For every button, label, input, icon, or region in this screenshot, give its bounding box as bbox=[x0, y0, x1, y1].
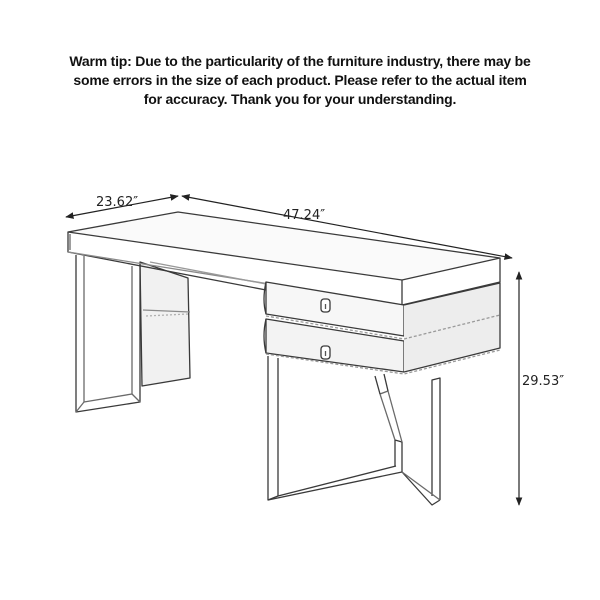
height-dimension bbox=[519, 272, 564, 505]
lower-drawer-handle bbox=[321, 346, 330, 359]
depth-dimension bbox=[66, 195, 178, 217]
warm-tip-line-2: some errors in the size of each product. Please refer to the actual item bbox=[73, 72, 527, 88]
desk-illustration bbox=[68, 212, 500, 505]
warm-tip-line-3: for accuracy. Thank you for your understanding. bbox=[143, 91, 457, 107]
upper-drawer-handle bbox=[321, 299, 330, 312]
left-support-panel bbox=[140, 262, 190, 386]
drawer-cabinet bbox=[264, 282, 500, 374]
height-label: 29.53″ bbox=[522, 374, 565, 389]
depth-label: 23.62″ bbox=[96, 195, 139, 210]
right-leg-frame bbox=[268, 356, 440, 505]
cabinet-side bbox=[404, 283, 500, 372]
width-label: 47.24″ bbox=[283, 208, 326, 223]
warm-tip-line-1: Warm tip: Due to the particularity of the furniture industry, there may be bbox=[69, 53, 531, 69]
left-leg-frame bbox=[76, 255, 140, 412]
